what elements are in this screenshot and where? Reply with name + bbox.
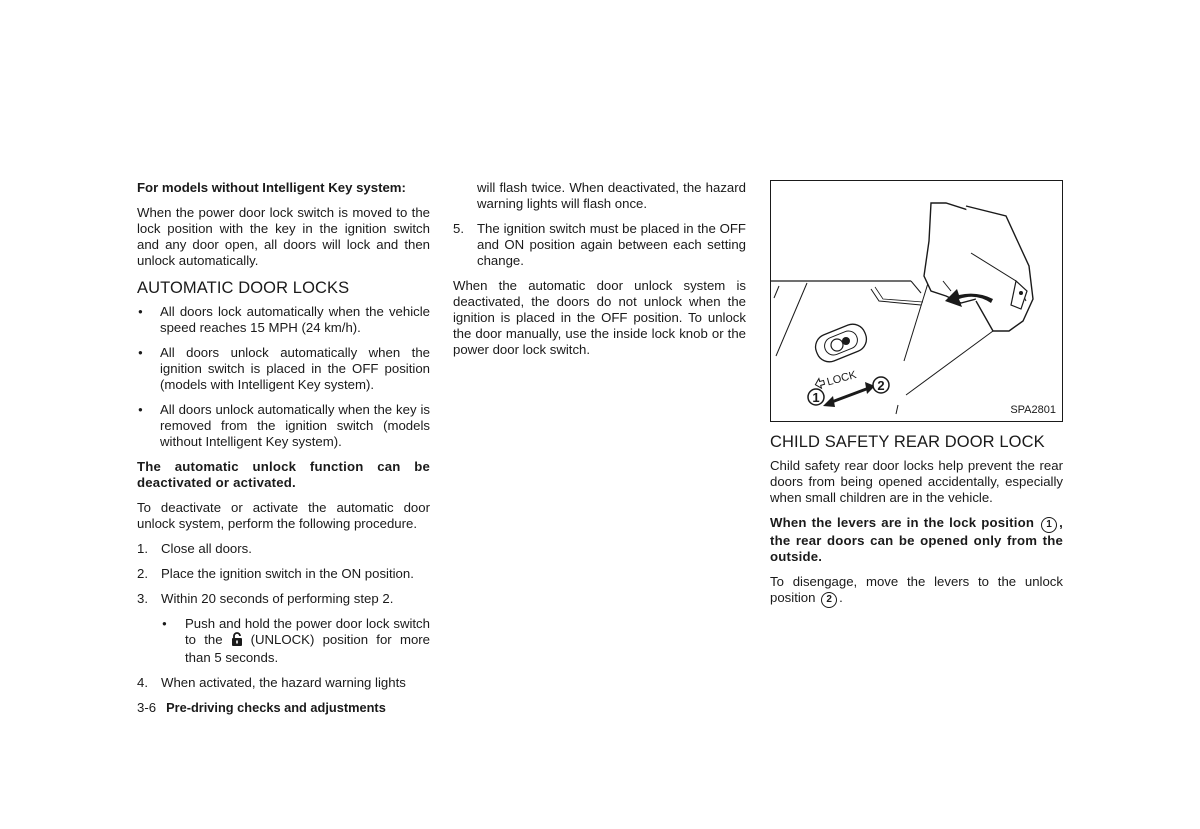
bold-note-post: , the rear doors can be opened only from the outside. (770, 515, 1063, 564)
lock-label: LOCK (825, 369, 858, 389)
section-title-child-safety: CHILD SAFETY REAR DOOR LOCK (770, 433, 1045, 451)
step-4-continuation: will flash twice. When deactivated, the hazard warning lights will flash once. (477, 180, 746, 211)
disengage-post: . (839, 590, 843, 605)
step-text: When activated, the hazard warning lights (161, 675, 406, 690)
column-3 (770, 180, 1063, 617)
bold-lock-position-note (770, 515, 1063, 565)
paragraph-manual-unlock: When the automatic door unlock system is deactivated, the doors do not unlock when the ignition is placed in the OFF position. To unlock the door manually, use the inside lock knob or the power door lock switch. (453, 278, 746, 357)
step-number: 3. (137, 591, 148, 606)
step-item (137, 541, 430, 557)
sub-bullet-item (161, 616, 430, 666)
step-number: 4. (137, 675, 148, 690)
bold-note-pre: When the levers are in the lock position (770, 515, 1035, 530)
child-lock-figure (770, 180, 1063, 422)
figure-code: SPA2801 (1010, 404, 1056, 416)
step-item (137, 566, 430, 582)
sub-bullet-text-post: (UNLOCK) position for more than 5 seconds. (185, 632, 430, 665)
marker-2-inline: 2 (821, 592, 837, 608)
marker-2: 2 (877, 378, 885, 393)
step-text: Close all doors. (161, 541, 252, 556)
step-text: The ignition switch must be placed in the OFF and ON position again between each setting change. (477, 221, 746, 268)
marker-1-inline: 1 (1041, 517, 1057, 533)
sub-bullet-list (161, 616, 430, 666)
paragraph-procedure-intro: To deactivate or activate the automatic door unlock system, perform the following procedure. (137, 500, 430, 531)
footer-section-title: Pre-driving checks and adjustments (166, 700, 386, 715)
step-number: 1. (137, 541, 148, 556)
bold-note: The automatic unlock function can be deactivated or activated. (137, 459, 430, 490)
column-2 (453, 180, 746, 367)
column-1 (137, 180, 430, 700)
step-number: 5. (453, 221, 464, 236)
paragraph-disengage (770, 574, 1063, 608)
steps-list (137, 541, 430, 691)
subheading-no-intelligent-key: For models without Intelligent Key system: (137, 180, 406, 195)
step-text: Within 20 seconds of performing step 2. (161, 591, 394, 606)
step-item (137, 591, 430, 666)
step-item (137, 675, 430, 691)
bullet-list (137, 304, 430, 450)
child-lock-illustration (771, 181, 1062, 421)
page-number: 3-6 (137, 700, 157, 715)
bullet-item: ● All doors lock automatically when the vehicle speed reaches 15 MPH (24 km/h). (137, 304, 430, 336)
marker-1: 1 (812, 390, 820, 405)
unlock-icon (223, 632, 251, 650)
paragraph-child-safety: Child safety rear door locks help prevent the rear doors from being opened accidentally, especially when small children are in the vehicle. (770, 458, 1063, 505)
step-text: Place the ignition switch in the ON position. (161, 566, 414, 581)
step-item (453, 221, 746, 269)
step-number: 2. (137, 566, 148, 581)
bullet-item: ● All doors unlock automatically when the key is removed from the ignition switch (models without Intelligent Key system). (137, 402, 430, 450)
section-title-automatic-door-locks: AUTOMATIC DOOR LOCKS (137, 279, 350, 297)
steps-list-continued (453, 221, 746, 269)
bullet-item: ● All doors unlock automatically when the ignition switch is placed in the OFF position (models with Intelligent Key system). (137, 345, 430, 393)
page-footer (137, 700, 386, 716)
disengage-pre: To disengage, move the levers to the unlock position (770, 574, 1063, 605)
paragraph-lock-switch: When the power door lock switch is moved to the lock position with the key in the ignition switch and any door open, all doors will lock and then unlock automatically. (137, 205, 430, 268)
sub-bullet-text-pre: Push and hold the power door lock switch to the (185, 616, 430, 647)
